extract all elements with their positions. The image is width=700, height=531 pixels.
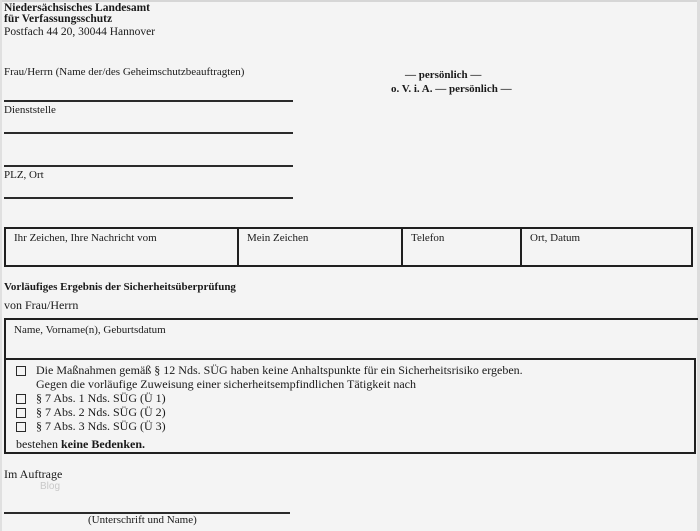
person-name-label: Name, Vorname(n), Geburtsdatum [14,324,166,336]
conclusion-text [16,437,145,451]
option-ue1-label: § 7 Abs. 1 Nds. SÜG (Ü 1) [36,391,166,405]
option-ue1 [16,391,166,405]
reference-table [4,227,693,267]
watermark: Blog [40,481,61,492]
option-no-risk-line-1: Die Maßnahmen gemäß § 12 Nds. SÜG haben keine Anhaltspunkte für ein Sicherheitsrisiko ergeben. [36,363,523,377]
ref-cell-label: Ihr Zeichen, Ihre Nachricht vom [14,232,157,244]
option-no-risk-line-2: Gegen die vorläufige Zuweisung einer sicherheitsempfindlichen Tätigkeit nach [36,377,416,391]
ref-cell-label: Telefon [411,232,445,244]
note-line-1: — persönlich — [405,69,482,81]
section-title: Vorläufiges Ergebnis der Sicherheitsüberprüfung [4,281,236,293]
recipient-street-line[interactable] [4,165,293,167]
recipient-city-line[interactable] [4,197,293,199]
signature-label: (Unterschrift und Name) [88,514,197,526]
option-ue3-label: § 7 Abs. 3 Nds. SÜG (Ü 3) [36,419,166,433]
ref-cell-my-reference[interactable] [239,229,403,265]
note-line-2: o. V. i. A. — persönlich — [391,83,512,95]
option-ue3 [16,419,166,433]
section-subtitle: von Frau/Herrn [4,298,79,312]
recipient-office-label: Dienststelle [4,104,56,116]
ref-cell-place-date[interactable] [522,229,691,265]
recipient-name-line[interactable] [4,100,293,102]
conclusion-bold: keine Bedenken. [60,437,145,451]
sender-block [4,3,155,38]
checkbox-ue3[interactable] [16,422,26,432]
page-edge-left [0,0,2,531]
conclusion-prefix: bestehen [16,437,58,451]
checkbox-ue2[interactable] [16,408,26,418]
sender-line-2: für Verfassungsschutz [4,13,113,25]
im-auftrage-label: Im Auftrage [4,467,63,481]
recipient-office-line[interactable] [4,132,293,134]
ref-cell-label: Mein Zeichen [247,232,309,244]
ref-cell-label: Ort, Datum [530,232,581,244]
checkbox-no-risk[interactable] [16,366,26,376]
result-box [4,358,696,454]
recipient-name-label: Frau/Herrn (Name der/des Geheimschutzbeauftragten) [4,66,245,78]
ref-cell-your-reference[interactable] [6,229,239,265]
sender-address: Postfach 44 20, 30044 Hannover [4,26,156,38]
ref-cell-phone[interactable] [403,229,522,265]
checkbox-ue1[interactable] [16,394,26,404]
option-ue2 [16,405,166,419]
option-no-risk [16,363,523,391]
recipient-city-label: PLZ, Ort [4,169,44,181]
person-name-field[interactable] [4,318,698,358]
option-ue2-label: § 7 Abs. 2 Nds. SÜG (Ü 2) [36,405,166,419]
sender-line-1: Niedersächsisches Landesamt [4,2,150,14]
confidential-note [391,68,512,96]
option-no-risk-text [36,363,523,391]
